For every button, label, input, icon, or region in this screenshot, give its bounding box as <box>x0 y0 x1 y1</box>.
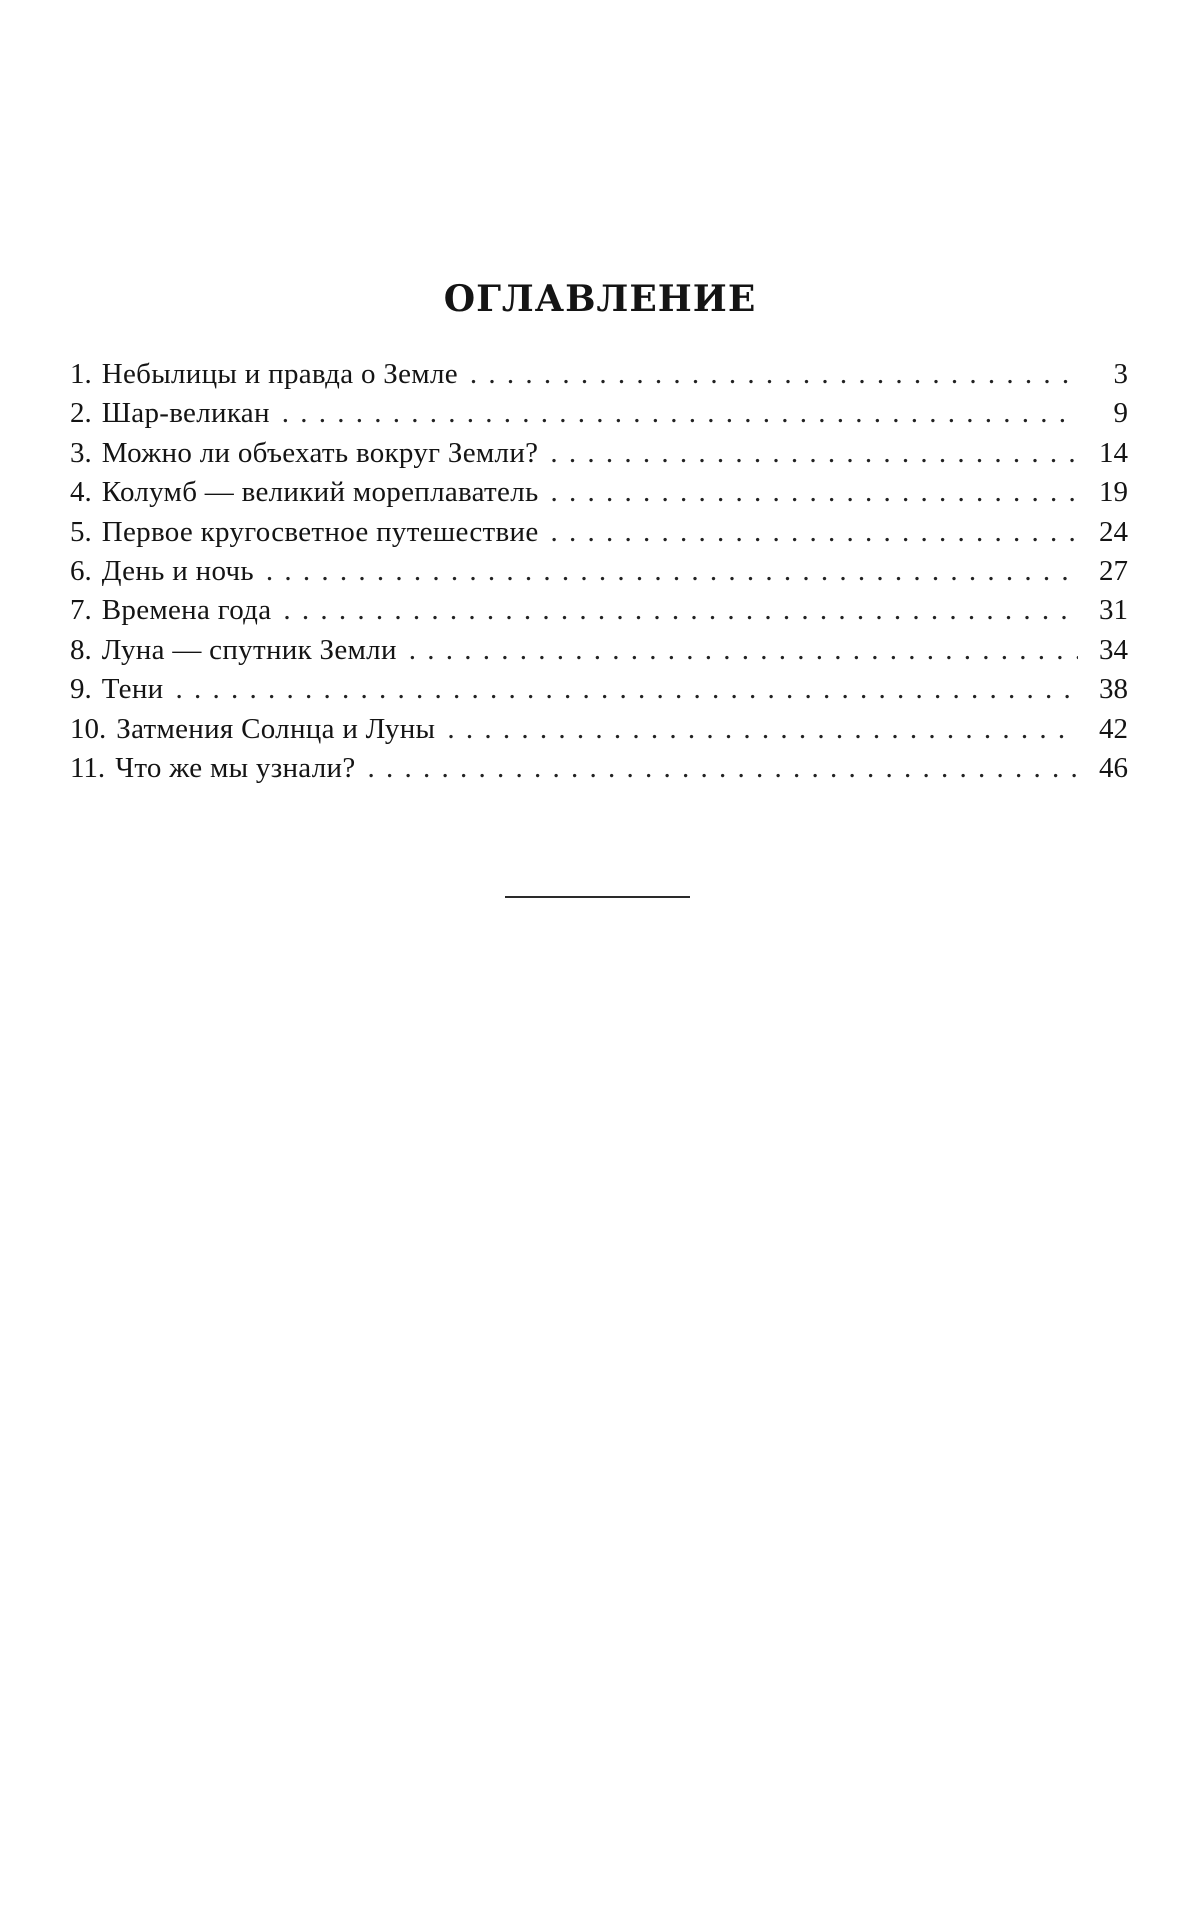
toc-entry-title: Колумб — великий мореплаватель <box>101 476 539 509</box>
toc-entry-page: 19 <box>1099 476 1128 509</box>
toc-entry <box>70 631 1128 670</box>
table-of-contents <box>70 355 1128 788</box>
dot-leader <box>551 473 1079 512</box>
toc-entry <box>70 473 1128 512</box>
toc-entry-number: 7. <box>70 594 92 627</box>
toc-entry-page: 9 <box>1113 397 1128 430</box>
dot-leader <box>368 749 1078 788</box>
toc-entry-title: Затмения Солнца и Луны <box>116 712 436 745</box>
toc-entry <box>70 749 1128 788</box>
section-divider <box>505 896 690 898</box>
toc-entry-number: 9. <box>70 673 92 706</box>
toc-entry-page: 34 <box>1099 633 1128 666</box>
toc-entry-page: 27 <box>1099 554 1128 587</box>
toc-entry-title: Можно ли объехать вокруг Земли? <box>101 436 539 469</box>
toc-entry-title: Что же мы узнали? <box>115 751 356 784</box>
toc-entry-number: 5. <box>70 515 92 548</box>
toc-entry-number: 8. <box>70 633 92 666</box>
dot-leader <box>551 513 1079 552</box>
toc-entry <box>70 591 1128 630</box>
dot-leader <box>470 355 1078 394</box>
toc-entry-number: 6. <box>70 554 92 587</box>
page-title: ОГЛАВЛЕНИЕ <box>443 278 757 320</box>
toc-entry-page: 31 <box>1099 594 1128 627</box>
toc-entry-title: Времена года <box>101 594 272 627</box>
toc-entry-page: 42 <box>1099 712 1128 745</box>
toc-entry-page: 38 <box>1099 673 1128 706</box>
toc-entry-number: 2. <box>70 397 92 430</box>
toc-entry-title: Небылицы и правда о Земле <box>101 358 458 390</box>
toc-entry-page: 14 <box>1099 436 1128 469</box>
toc-entry-title: Луна — спутник Земли <box>101 633 397 666</box>
toc-entry-page: 24 <box>1099 515 1128 548</box>
toc-entry-number: 10. <box>70 712 107 745</box>
toc-entry-title: Шар-великан <box>101 397 270 430</box>
toc-entry <box>70 355 1128 394</box>
toc-entry-title: Первое кругосветное путешествие <box>101 515 539 548</box>
toc-entry <box>70 710 1128 749</box>
dot-leader <box>409 631 1078 670</box>
toc-entry-title: Тени <box>101 673 164 706</box>
toc-entry-number: 1. <box>70 358 92 390</box>
dot-leader <box>266 552 1078 591</box>
toc-entry-number: 11. <box>70 751 106 784</box>
toc-entry <box>70 513 1128 552</box>
toc-entry-page: 3 <box>1113 358 1128 390</box>
toc-entry <box>70 434 1128 473</box>
dot-leader <box>447 710 1078 749</box>
toc-entry-number: 4. <box>70 476 92 509</box>
toc-entry <box>70 394 1128 433</box>
toc-entry-number: 3. <box>70 436 92 469</box>
dot-leader <box>283 591 1078 630</box>
toc-entry <box>70 670 1128 709</box>
toc-entry <box>70 552 1128 591</box>
toc-entry-title: День и ночь <box>101 554 254 587</box>
dot-leader <box>175 670 1078 709</box>
dot-leader <box>282 394 1078 433</box>
toc-entry-page: 46 <box>1099 751 1128 784</box>
dot-leader <box>550 434 1078 473</box>
